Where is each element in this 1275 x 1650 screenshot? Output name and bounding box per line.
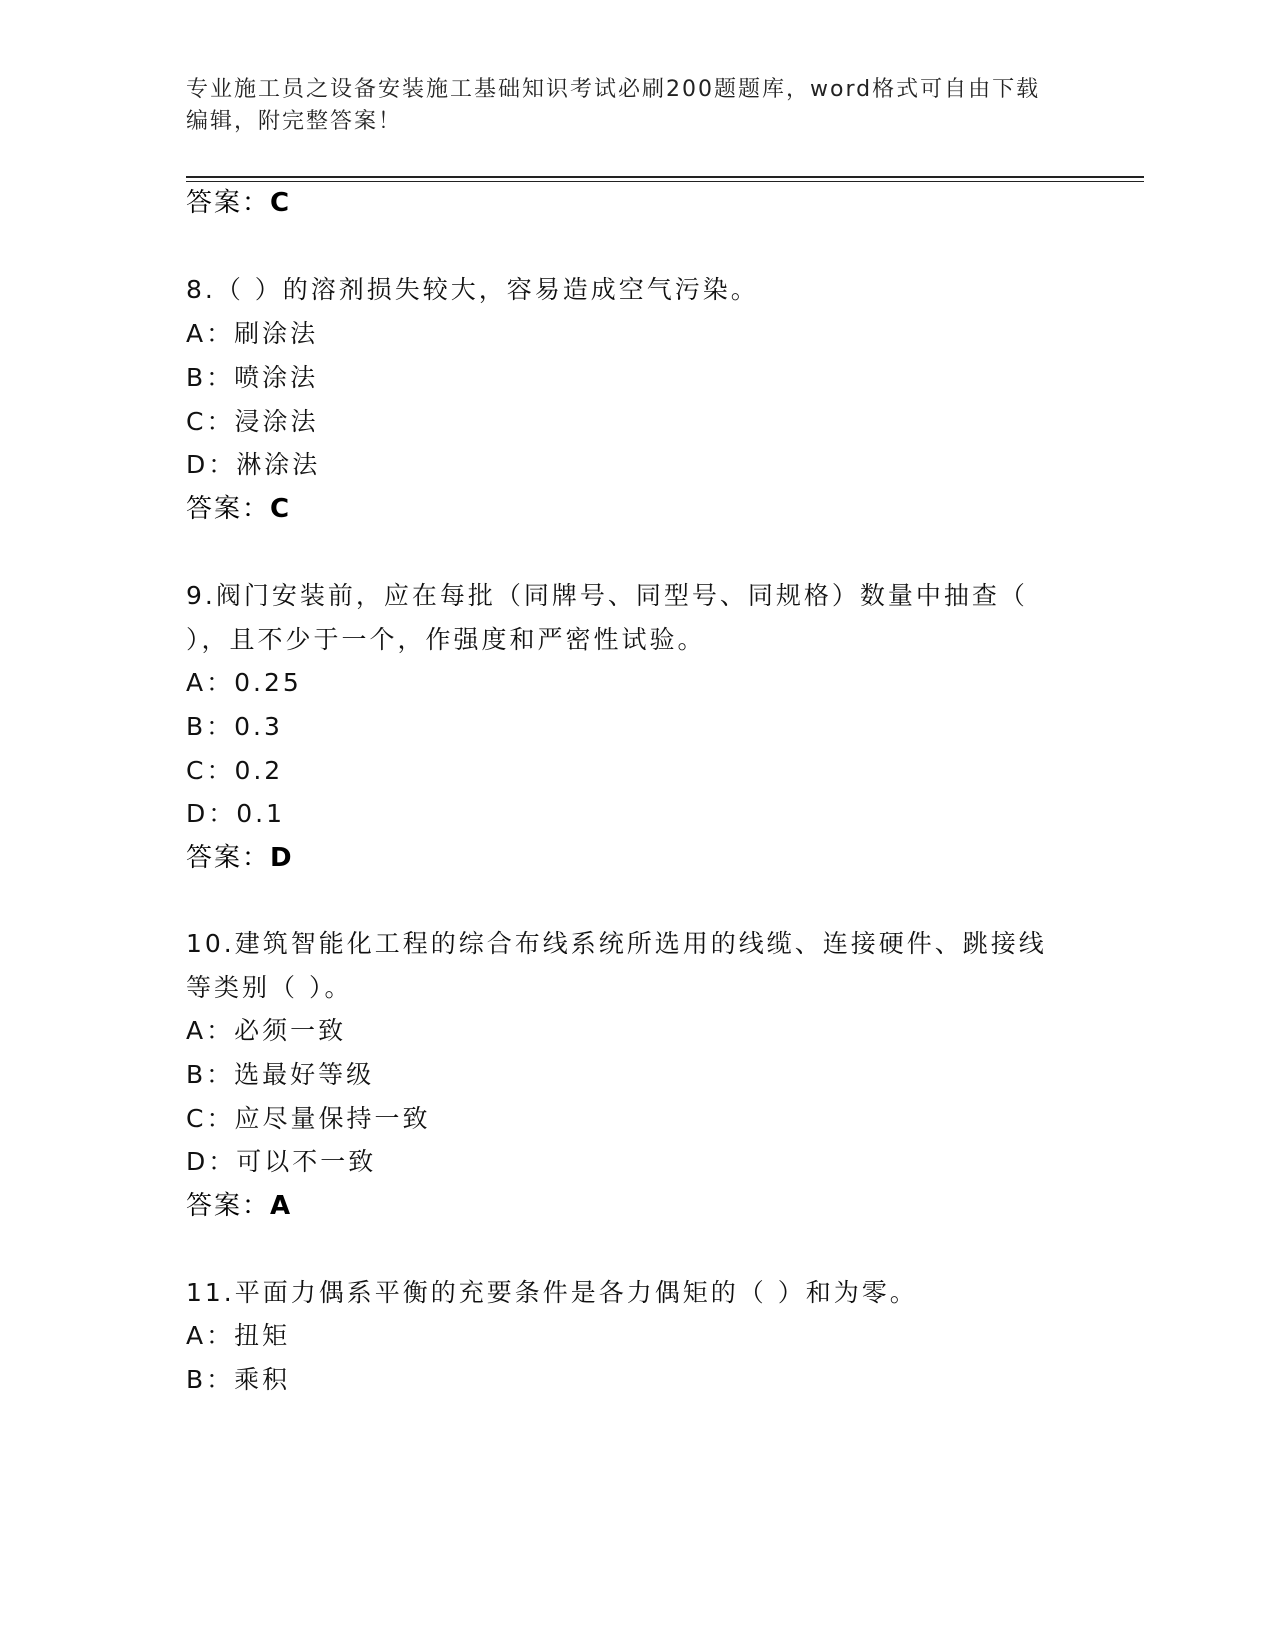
header-divider (186, 176, 1144, 182)
question-9-option-b: B：0.3 (186, 712, 283, 741)
question-8-option-b: B：喷涂法 (186, 363, 319, 392)
question-10-text-line-1: 10.建筑智能化工程的综合布线系统所选用的线缆、连接硬件、跳接线 (186, 929, 1047, 958)
question-9-option-d: D：0.1 (186, 799, 286, 828)
answer-value: D (270, 843, 294, 873)
question-11-option-b: B：乘积 (186, 1365, 291, 1394)
answer-line (186, 186, 291, 220)
question-10-option-d: D：可以不一致 (186, 1147, 377, 1176)
question-10-answer (186, 1189, 292, 1223)
question-10-text-line-2: 等类别（ ）。 (186, 973, 353, 1002)
answer-label: 答案： (186, 188, 271, 218)
question-8-text: 8.（ ）的溶剂损失较大，容易造成空气污染。 (186, 275, 759, 304)
question-9-answer (186, 841, 294, 875)
question-10-option-c: C：应尽量保持一致 (186, 1104, 431, 1133)
header-title-line-1: 专业施工员之设备安装施工基础知识考试必刷200题题库，word格式可自由下载 (186, 77, 1041, 102)
question-10-option-b: B：选最好等级 (186, 1060, 375, 1089)
question-9-option-a: A：0.25 (186, 668, 302, 697)
answer-label: 答案： (186, 494, 271, 524)
question-9-text-line-1: 9.阀门安装前，应在每批（同牌号、同型号、同规格）数量中抽查（ (186, 581, 1028, 610)
answer-value: A (270, 1191, 293, 1221)
answer-label: 答案： (186, 1191, 271, 1221)
question-8-option-c: C：浸涂法 (186, 407, 319, 436)
question-10-option-a: A：必须一致 (186, 1016, 347, 1045)
question-8-answer (186, 492, 291, 526)
answer-label: 答案： (186, 843, 271, 873)
answer-value: C (270, 494, 292, 524)
question-8-option-a: A：刷涂法 (186, 319, 319, 348)
header-title-line-2: 编辑，附完整答案！ (186, 109, 403, 134)
document-header (186, 74, 1086, 138)
question-9-option-c: C：0.2 (186, 756, 284, 785)
question-9-text-line-2: ），且不少于一个，作强度和严密性试验。 (186, 625, 706, 654)
question-8-option-d: D：淋涂法 (186, 450, 321, 479)
answer-value: C (270, 188, 292, 218)
question-11-option-a: A：扭矩 (186, 1321, 291, 1350)
question-11-text: 11.平面力偶系平衡的充要条件是各力偶矩的（ ）和为零。 (186, 1278, 918, 1307)
